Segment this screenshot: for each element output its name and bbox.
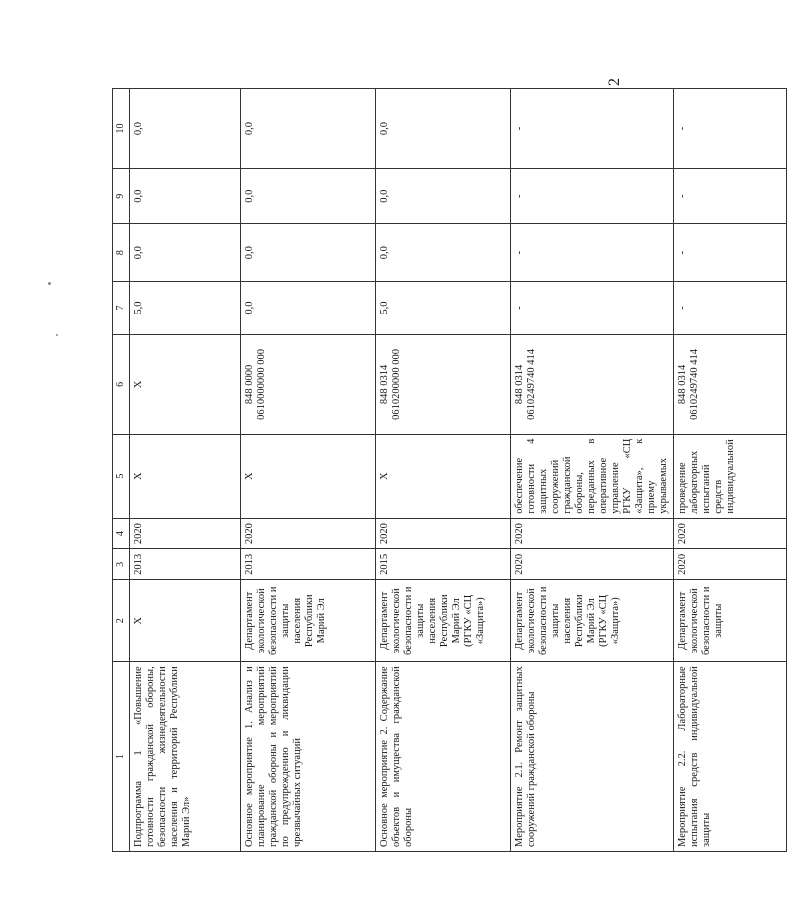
value-cell: 0,0: [241, 169, 376, 224]
expected-result-cell: X: [130, 434, 241, 518]
value-cell: 5,0: [130, 281, 241, 334]
program-activities-table: [112, 88, 787, 852]
column-header: 9: [113, 169, 130, 224]
budget-code-cell: 848 0000 0610000000 000: [241, 335, 376, 434]
value-cell: 0,0: [241, 224, 376, 281]
end-year-cell: 2020: [511, 518, 674, 549]
value-cell: 0,0: [241, 89, 376, 169]
page-number: 2: [606, 78, 623, 86]
column-header: 5: [113, 434, 130, 518]
table-row: [130, 89, 241, 852]
budget-code-cell: 848 0314 0610200000 000: [376, 335, 511, 434]
executor-cell: Департамент экологической безопасности и защиты населения Республики Марий Эл (РГКУ «СЦ «Защита»): [376, 580, 511, 662]
start-year-cell: 2013: [130, 549, 241, 580]
executor-cell: Департамент экологической безопасности и защиты населения Республики Марий Эл (РГКУ «СЦ «Защита»): [511, 580, 674, 662]
activity-name-cell: Мероприятие 2.2. Лабораторные испытания средств индивидуальной защиты: [674, 662, 787, 852]
value-cell: -: [511, 281, 674, 334]
column-header: 3: [113, 549, 130, 580]
scan-speck: [48, 282, 51, 285]
value-cell: -: [674, 89, 787, 169]
budget-code-cell: X: [130, 335, 241, 434]
value-cell: 0,0: [376, 224, 511, 281]
activity-name-cell: Мероприятие 2.1. Ремонт защитных сооружений гражданской обороны: [511, 662, 674, 852]
activity-name-cell: Основное мероприятие 2. Содержание объектов и имущества гражданской обороны: [376, 662, 511, 852]
rotated-table-container: [112, 88, 736, 852]
budget-code-cell: 848 0314 0610249740 414: [674, 335, 787, 434]
value-cell: 0,0: [241, 281, 376, 334]
start-year-cell: 2020: [674, 549, 787, 580]
value-cell: 0,0: [130, 169, 241, 224]
budget-code-cell: 848 0314 0610249740 414: [511, 335, 674, 434]
end-year-cell: 2020: [376, 518, 511, 549]
table-row: [674, 89, 787, 852]
activity-name-cell: Основное мероприятие 1. Анализ и планирование мероприятий гражданской обороны и мероприятий по предупреждению и ликвидации чрезвычайных ситуаций: [241, 662, 376, 852]
scan-speck: [56, 334, 58, 336]
column-header: 4: [113, 518, 130, 549]
end-year-cell: 2020: [241, 518, 376, 549]
expected-result-cell: X: [241, 434, 376, 518]
start-year-cell: 2020: [511, 549, 674, 580]
table-header-row: [113, 89, 130, 852]
column-header: 1: [113, 662, 130, 852]
value-cell: 0,0: [376, 169, 511, 224]
start-year-cell: 2015: [376, 549, 511, 580]
value-cell: 0,0: [130, 224, 241, 281]
executor-cell: Департамент экологической безопасности и защиты: [674, 580, 787, 662]
expected-result-cell: обеспечение готовности 4 защитных сооружений гражданской обороны, переданных в оперативное управление РГКУ «СЦ «Защита», к приему укрываемых: [511, 434, 674, 518]
expected-result-cell: X: [376, 434, 511, 518]
column-header: 6: [113, 335, 130, 434]
value-cell: 0,0: [376, 89, 511, 169]
executor-cell: Департамент экологической безопасности и защиты населения Республики Марий Эл: [241, 580, 376, 662]
value-cell: -: [674, 281, 787, 334]
table-row: [511, 89, 674, 852]
value-cell: -: [511, 89, 674, 169]
start-year-cell: 2013: [241, 549, 376, 580]
value-cell: 5,0: [376, 281, 511, 334]
column-header: 7: [113, 281, 130, 334]
table-row: [376, 89, 511, 852]
column-header: 2: [113, 580, 130, 662]
executor-cell: X: [130, 580, 241, 662]
column-header: 8: [113, 224, 130, 281]
value-cell: -: [674, 169, 787, 224]
expected-result-cell: проведение лабораторных испытаний средств индивидуальной: [674, 434, 787, 518]
value-cell: 0,0: [130, 89, 241, 169]
column-header: 10: [113, 89, 130, 169]
table-row: [241, 89, 376, 852]
value-cell: -: [511, 169, 674, 224]
value-cell: -: [511, 224, 674, 281]
value-cell: -: [674, 224, 787, 281]
activity-name-cell: Подпрограмма 1 «Повышение готовности гражданской обороны, безопасности жизнедеятельности населения и территорий Республики Марий Эл»: [130, 662, 241, 852]
end-year-cell: 2020: [674, 518, 787, 549]
end-year-cell: 2020: [130, 518, 241, 549]
